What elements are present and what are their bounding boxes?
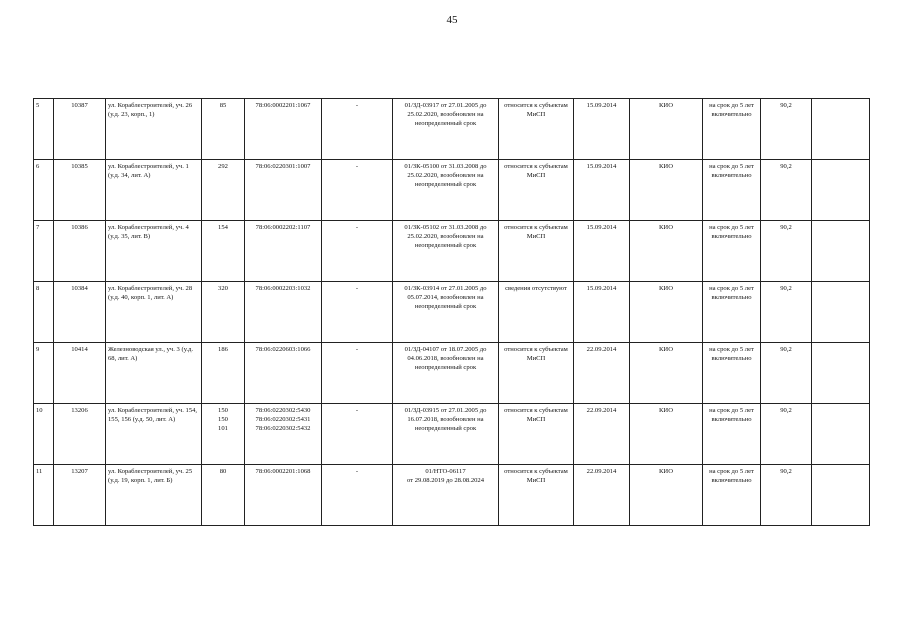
- contract-cell: 01/ЗК-03914 от 27.01.2005 до 05.07.2014, возобновлен на неопределенный срок: [393, 282, 499, 343]
- table-row: [34, 404, 870, 465]
- object-id: 10414: [54, 343, 106, 404]
- value-cell: 90,2: [761, 99, 812, 160]
- contract-cell: 01/НТО-06117 от 29.08.2019 до 28.08.2024: [393, 465, 499, 526]
- area-cell: 150 150 101: [202, 404, 245, 465]
- value-cell: 90,2: [761, 160, 812, 221]
- contract-cell: 01/ЗД-03915 от 27.01.2005 до 16.07.2018, возобновлен на неопределенный срок: [393, 404, 499, 465]
- registry-body: [34, 99, 870, 526]
- table-row: [34, 221, 870, 282]
- address-cell: ул. Кораблестроителей, уч. 1 (у.д. 34, лит. А): [106, 160, 202, 221]
- value-cell: 90,2: [761, 465, 812, 526]
- cadastral-number: 78:06:0002202:1107: [245, 221, 322, 282]
- area-cell: 320: [202, 282, 245, 343]
- subject-cell: относится к субъектам МиСП: [499, 221, 574, 282]
- table-row: [34, 282, 870, 343]
- date-cell: 15.09.2014: [574, 221, 630, 282]
- extra-cell: [812, 160, 870, 221]
- dash-cell: -: [322, 404, 393, 465]
- date-cell: 22.09.2014: [574, 465, 630, 526]
- term-cell: на срок до 5 лет включительно: [703, 404, 761, 465]
- page-number: 45: [446, 14, 458, 26]
- date-cell: 15.09.2014: [574, 160, 630, 221]
- row-number: 11: [34, 465, 54, 526]
- cadastral-number: 78:06:0002201:1068: [245, 465, 322, 526]
- dash-cell: -: [322, 343, 393, 404]
- org-cell: КИО: [630, 465, 703, 526]
- contract-cell: 01/ЗД-03917 от 27.01.2005 до 25.02.2020, возобновлен на неопределенный срок: [393, 99, 499, 160]
- extra-cell: [812, 282, 870, 343]
- area-cell: 85: [202, 99, 245, 160]
- table-row: [34, 99, 870, 160]
- address-cell: ул. Кораблестроителей, уч. 4 (у.д. 35, лит. В): [106, 221, 202, 282]
- term-cell: на срок до 5 лет включительно: [703, 465, 761, 526]
- term-cell: на срок до 5 лет включительно: [703, 99, 761, 160]
- row-number: 7: [34, 221, 54, 282]
- address-cell: ул. Кораблестроителей, уч. 25 (у.д. 19, корп. 1, лит. Б): [106, 465, 202, 526]
- value-cell: 90,2: [761, 282, 812, 343]
- cadastral-number: 78:06:0220603:1066: [245, 343, 322, 404]
- object-id: 13207: [54, 465, 106, 526]
- org-cell: КИО: [630, 343, 703, 404]
- term-cell: на срок до 5 лет включительно: [703, 160, 761, 221]
- table-row: [34, 343, 870, 404]
- row-number: 6: [34, 160, 54, 221]
- cadastral-number: 78:06:0002201:1067: [245, 99, 322, 160]
- row-number: 8: [34, 282, 54, 343]
- table-row: [34, 160, 870, 221]
- value-cell: 90,2: [761, 343, 812, 404]
- dash-cell: -: [322, 221, 393, 282]
- object-id: 10384: [54, 282, 106, 343]
- extra-cell: [812, 99, 870, 160]
- dash-cell: -: [322, 282, 393, 343]
- address-cell: ул. Кораблестроителей, уч. 28 (у.д. 40, корп. 1, лит. А): [106, 282, 202, 343]
- date-cell: 22.09.2014: [574, 404, 630, 465]
- subject-cell: относится к субъектам МиСП: [499, 404, 574, 465]
- date-cell: 15.09.2014: [574, 99, 630, 160]
- subject-cell: относится к субъектам МиСП: [499, 160, 574, 221]
- subject-cell: относится к субъектам МиСП: [499, 99, 574, 160]
- area-cell: 292: [202, 160, 245, 221]
- row-number: 9: [34, 343, 54, 404]
- term-cell: на срок до 5 лет включительно: [703, 343, 761, 404]
- extra-cell: [812, 221, 870, 282]
- org-cell: КИО: [630, 282, 703, 343]
- address-cell: Железноводская ул., уч. 3 (у.д. 68, лит. А): [106, 343, 202, 404]
- dash-cell: -: [322, 160, 393, 221]
- date-cell: 22.09.2014: [574, 343, 630, 404]
- dash-cell: -: [322, 99, 393, 160]
- row-number: 5: [34, 99, 54, 160]
- table-row: [34, 465, 870, 526]
- cadastral-number: 78:06:0002203:1032: [245, 282, 322, 343]
- term-cell: на срок до 5 лет включительно: [703, 282, 761, 343]
- date-cell: 15.09.2014: [574, 282, 630, 343]
- extra-cell: [812, 404, 870, 465]
- dash-cell: -: [322, 465, 393, 526]
- subject-cell: относится к субъектам МиСП: [499, 465, 574, 526]
- row-number: 10: [34, 404, 54, 465]
- area-cell: 154: [202, 221, 245, 282]
- address-cell: ул. Кораблестроителей, уч. 26 (у.д. 23, корп., 1): [106, 99, 202, 160]
- object-id: 10385: [54, 160, 106, 221]
- object-id: 10386: [54, 221, 106, 282]
- subject-cell: относится к субъектам МиСП: [499, 343, 574, 404]
- contract-cell: 01/ЗК-05100 от 31.03.2008 до 25.02.2020, возобновлен на неопределенный срок: [393, 160, 499, 221]
- object-id: 10387: [54, 99, 106, 160]
- org-cell: КИО: [630, 99, 703, 160]
- cadastral-number: 78:06:0220301:1007: [245, 160, 322, 221]
- extra-cell: [812, 343, 870, 404]
- address-cell: ул. Кораблестроителей, уч. 154, 155, 156 (у.д. 50, лит. А): [106, 404, 202, 465]
- area-cell: 186: [202, 343, 245, 404]
- cadastral-number: 78:06:0220302:5430 78:06:0220302:5431 78:06:0220302:5432: [245, 404, 322, 465]
- subject-cell: сведения отсутствуют: [499, 282, 574, 343]
- value-cell: 90,2: [761, 221, 812, 282]
- object-id: 13206: [54, 404, 106, 465]
- extra-cell: [812, 465, 870, 526]
- value-cell: 90,2: [761, 404, 812, 465]
- contract-cell: 01/ЗД-04107 от 18.07.2005 до 04.06.2018, возобновлен на неопределенный срок: [393, 343, 499, 404]
- area-cell: 80: [202, 465, 245, 526]
- term-cell: на срок до 5 лет включительно: [703, 221, 761, 282]
- contract-cell: 01/ЗК-05102 от 31.03.2008 до 25.02.2020, возобновлен на неопределенный срок: [393, 221, 499, 282]
- org-cell: КИО: [630, 404, 703, 465]
- org-cell: КИО: [630, 160, 703, 221]
- registry-table: [33, 98, 870, 526]
- org-cell: КИО: [630, 221, 703, 282]
